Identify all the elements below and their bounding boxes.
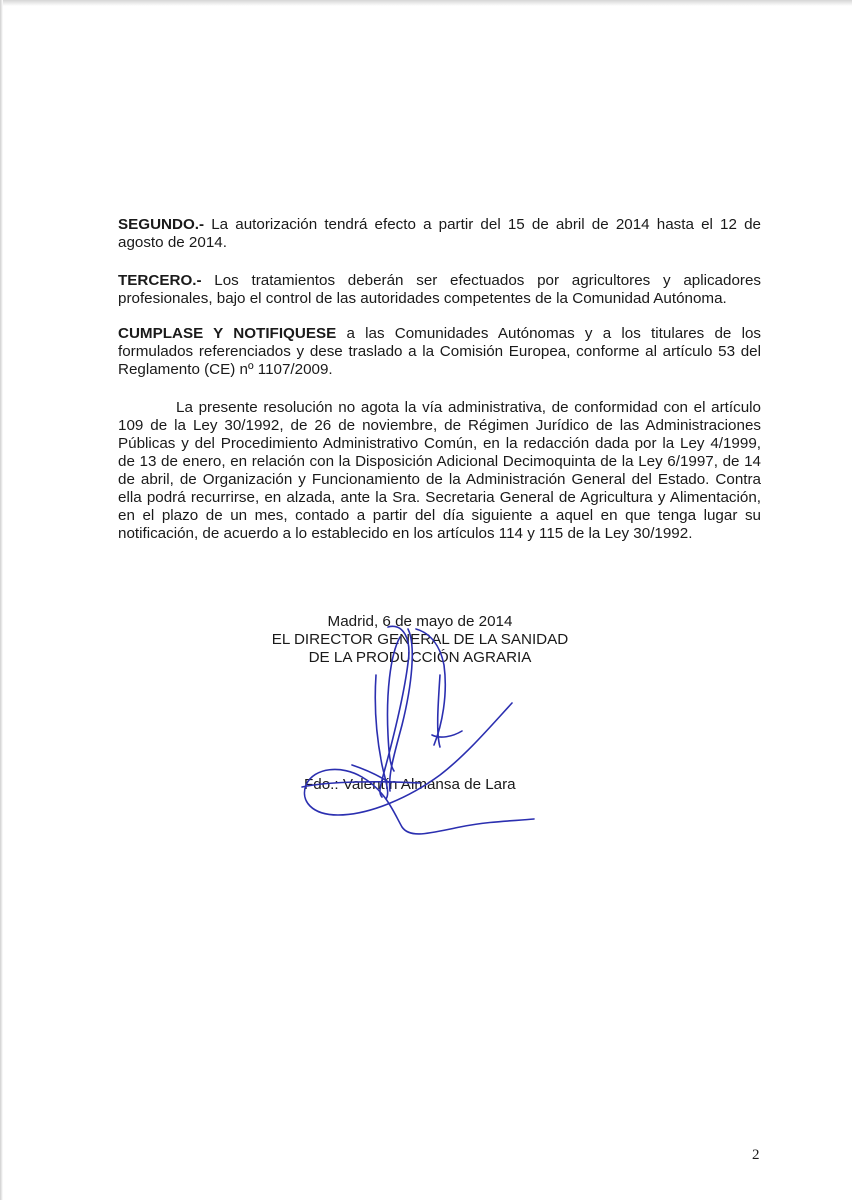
paragraph-body: La autorización tendrá efecto a partir del 15 de abril de 2014 hasta el 12 de agosto de 2014.	[118, 216, 761, 251]
scan-edge-left	[0, 0, 3, 1200]
paragraph-lead: SEGUNDO.-	[118, 216, 205, 233]
paragraph-lead: TERCERO.-	[118, 272, 202, 289]
paragraph-segundo	[118, 216, 761, 252]
paragraph-presente: La presente resolución no agota la vía administrativa, de conformidad con el artículo 109 de la Ley 30/1992, de 26 de noviembre, de Régimen Jurídico de las Administraciones Públicas y del Procedimiento Administrativo Común, en la redacción dada por la Ley 4/1999, de 13 de enero, en relación con la Disposición Adicional Decimoquinta de la Ley 6/1997, de 14 de abril, de Organización y Funcionamiento de la Administración General del Estado. Contra ella podrá recurrirse, en alzada, ante la Sra. Secretaria General de Agricultura y Alimentación, en el plazo de un mes, contado a partir del día siguiente a aquel en que tenga lugar su notificación, de acuerdo a lo establecido en los artículos 114 y 115 de la Ley 30/1992.	[118, 399, 761, 542]
paragraph-body: Los tratamientos deberán ser efectuados por agricultores y aplicadores profesionales, bajo el control de las autoridades competentes de la Comunidad Autónoma.	[118, 272, 761, 307]
scan-edge-top	[0, 0, 852, 6]
signer-name: Fdo.: Valentín Almansa de Lara	[304, 776, 516, 793]
handwritten-signature	[290, 615, 540, 845]
paragraph-lead: CUMPLASE Y NOTIFIQUESE	[118, 325, 337, 342]
paragraph-tercero	[118, 272, 761, 308]
signer-title-line-1: EL DIRECTOR GENERAL DE LA SANIDAD	[271, 631, 569, 648]
place-date: Madrid, 6 de mayo de 2014	[327, 613, 513, 630]
page-number: 2	[752, 1147, 760, 1163]
paragraph-body: a las Comunidades Autónomas y a los titulares de los formulados referenciados y dese traslado a la Comisión Europea, conforme al artículo 53 del Reglamento (CE) nº 1107/2009.	[118, 325, 761, 378]
paragraph-cumplase	[118, 325, 761, 379]
signer-title-line-2: DE LA PRODUCCIÓN AGRARIA	[308, 649, 532, 666]
